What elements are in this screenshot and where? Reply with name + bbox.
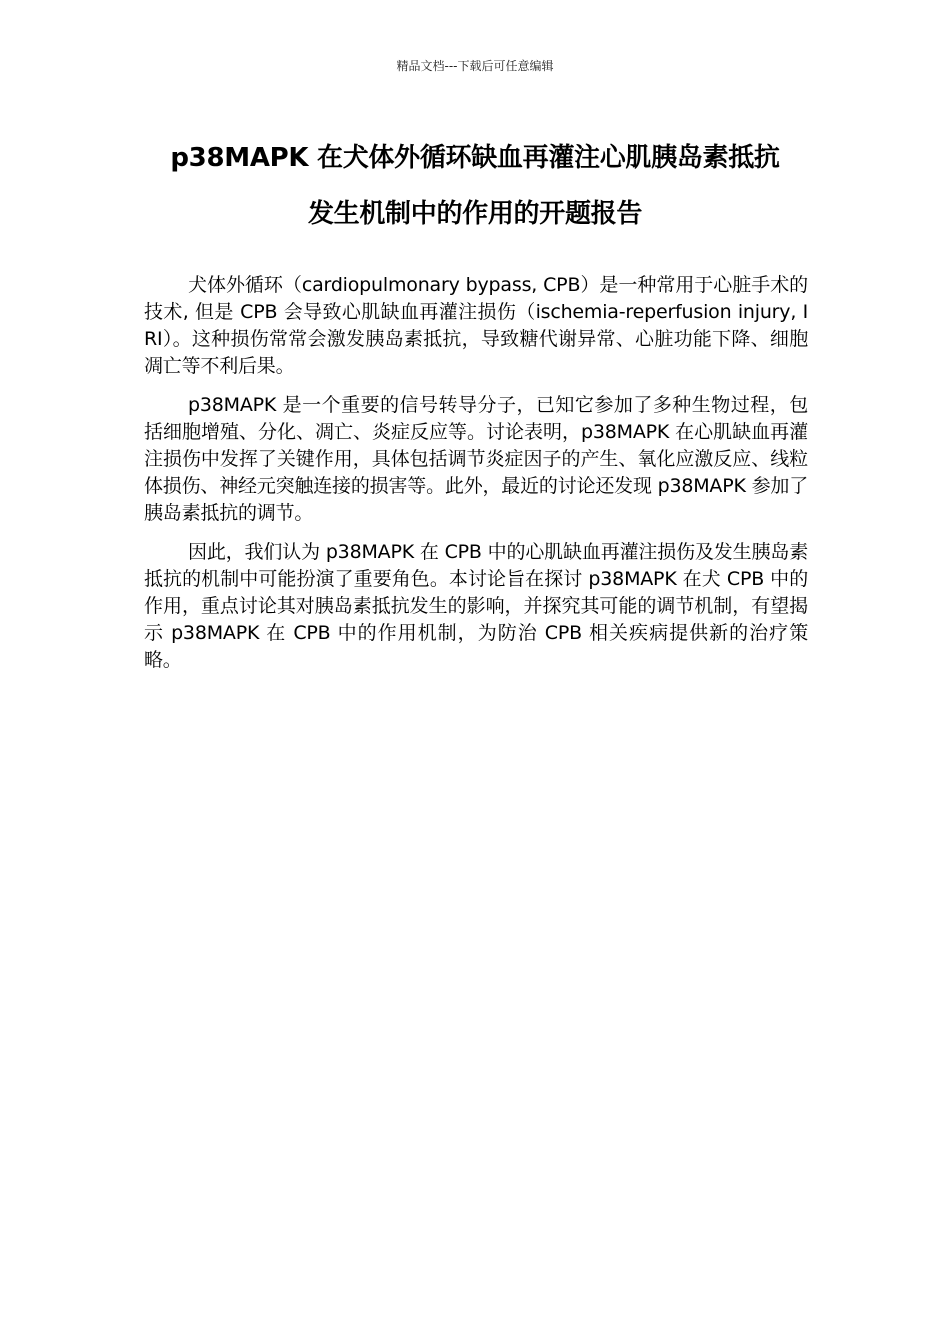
title-line-2: 发生机制中的作用的开题报告 bbox=[307, 199, 643, 229]
header-note: 精品文档---下载后可任意编辑 bbox=[396, 59, 554, 73]
title-line-1: p38MAPK 在犬体外循环缺血再灌注心肌胰岛素抵抗 bbox=[170, 143, 780, 173]
document-body bbox=[144, 272, 808, 686]
paragraph-3: 因此，我们认为 p38MAPK 在 CPB 中的心肌缺血再灌注损伤及发生胰岛素抵抗的机制中可能扮演了重要角色。本讨论旨在探讨 p38MAPK 在犬 CPB 中的作用，重点讨论其对胰岛素抵抗发生的影响，并探究其可能的调节机制，有望揭示 p38MAPK 在 CPB 中的作用机制，为防治 CPB 相关疾病提供新的治疗策略。 bbox=[144, 541, 808, 671]
paragraph-1: 犬体外循环（cardiopulmonary bypass, CPB）是一种常用于心脏手术的技术, 但是 CPB 会导致心肌缺血再灌注损伤（ischemia-reperfusion injury, IRI）。这种损伤常常会激发胰岛素抵抗，导致糖代谢异常、心脏功能下降、细胞凋亡等不利后果。 bbox=[144, 274, 808, 377]
document-title bbox=[140, 130, 810, 242]
paragraph-2: p38MAPK 是一个重要的信号转导分子，已知它参加了多种生物过程，包括细胞增殖、分化、凋亡、炎症反应等。讨论表明，p38MAPK 在心肌缺血再灌注损伤中发挥了关键作用，具体包括调节炎症因子的产生、氧化应激反应、线粒体损伤、神经元突触连接的损害等。此外，最近的讨论还发现 p38MAPK 参加了胰岛素抵抗的调节。 bbox=[144, 394, 808, 524]
